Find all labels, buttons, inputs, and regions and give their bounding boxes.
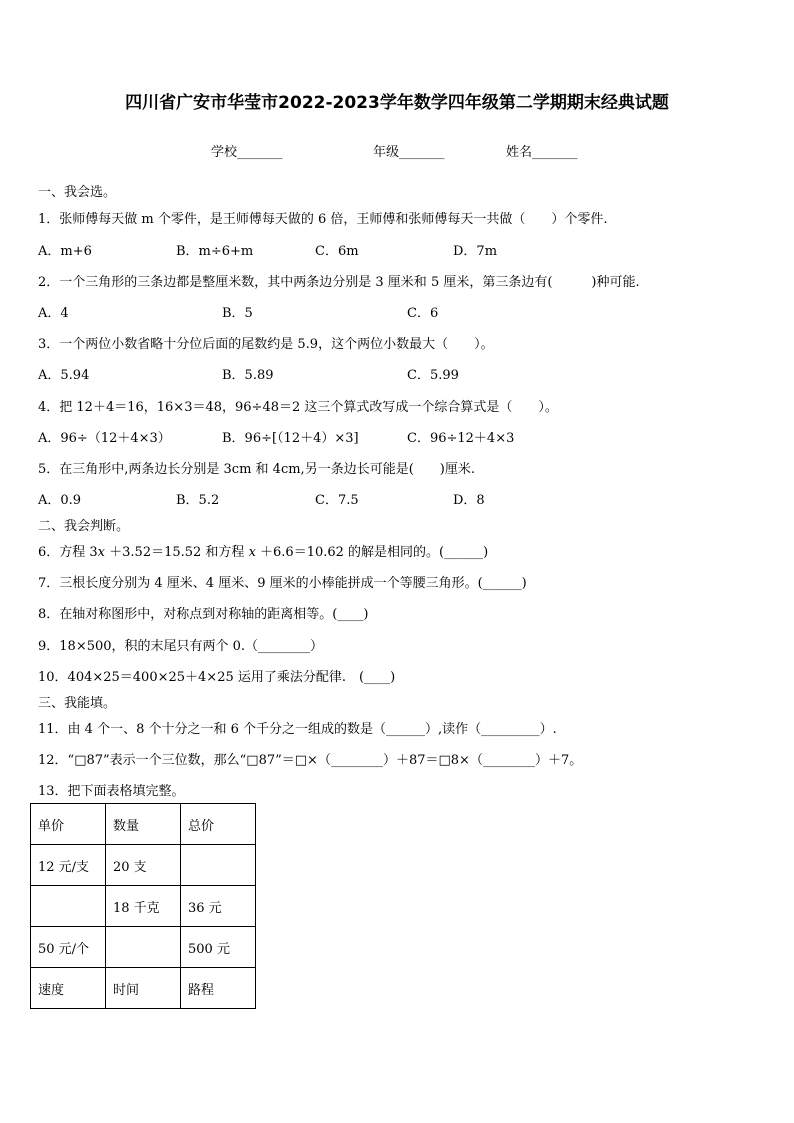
question-8: 8．在轴对称图形中，对称点到对称轴的距离相等。(____) [38, 607, 369, 622]
q2-option-b[interactable]: B．5 [222, 306, 253, 321]
table-cell: 单价 [31, 804, 106, 845]
section-heading-judge: 二、我会判断。 [38, 519, 130, 534]
section-heading-fill: 三、我能填。 [38, 696, 117, 711]
question-3: 3．一个两位小数省略十分位后面的尾数约是 5.9，这个两位小数最大（ ）。 [38, 337, 494, 352]
table-cell: 总价 [181, 804, 256, 845]
q5-option-b[interactable]: B．5.2 [176, 493, 220, 508]
q3-option-c[interactable]: C．5.99 [407, 368, 459, 383]
q1-option-d[interactable]: D．7m [453, 244, 498, 259]
table-cell: 500 元 [181, 927, 256, 968]
table-cell: 时间 [106, 968, 181, 1009]
table-cell: 路程 [181, 968, 256, 1009]
question-1: 1．张师傅每天做 m 个零件，是王师傅每天做的 6 倍，王师傅和张师傅每天一共做（ ）个零件. [38, 212, 608, 227]
q2-option-a[interactable]: A．4 [38, 306, 69, 321]
table-cell: 12 元/支 [31, 845, 106, 886]
table-row [31, 845, 256, 886]
q1-option-b[interactable]: B．m÷6+m [176, 244, 254, 259]
q5-option-c[interactable]: C．7.5 [315, 493, 359, 508]
table-row [31, 804, 256, 845]
q4-option-b[interactable]: B．96÷[（12＋4）×3] [222, 431, 359, 446]
q1-option-a[interactable]: A．m+6 [38, 244, 92, 259]
q4-option-a[interactable]: A．96÷（12＋4×3） [38, 431, 171, 446]
name-field[interactable]: 姓名_______ [506, 145, 578, 160]
table-cell-blank[interactable] [106, 927, 181, 968]
table-cell: 36 元 [181, 886, 256, 927]
question-12: 12．“□87”表示一个三位数，那么“□87”＝□×（________）＋87＝□8×（________）＋7。 [38, 753, 583, 768]
table-row [31, 968, 256, 1009]
table-row [31, 886, 256, 927]
q3-option-a[interactable]: A．5.94 [38, 368, 90, 383]
table-cell-blank[interactable] [31, 886, 106, 927]
q3-option-b[interactable]: B．5.89 [222, 368, 274, 383]
page-title: 四川省广安市华莹市2022-2023学年数学四年级第二学期期末经典试题 [125, 93, 669, 113]
question-10: 10．404×25＝400×25＋4×25 运用了乘法分配律. (____) [38, 670, 396, 685]
q5-option-d[interactable]: D．8 [453, 493, 485, 508]
table-cell: 数量 [106, 804, 181, 845]
q2-option-c[interactable]: C．6 [407, 306, 439, 321]
table-cell: 18 千克 [106, 886, 181, 927]
section-heading-choice: 一、我会选。 [38, 185, 117, 200]
q1-option-c[interactable]: C．6m [315, 244, 359, 259]
grade-field[interactable]: 年级_______ [373, 145, 445, 160]
q5-option-a[interactable]: A．0.9 [38, 493, 82, 508]
table-cell-blank[interactable] [181, 845, 256, 886]
price-table [30, 803, 256, 1009]
question-11: 11．由 4 个一、8 个十分之一和 6 个千分之一组成的数是（______）,读作（_________）. [38, 722, 557, 737]
question-2: 2．一个三角形的三条边都是整厘米数，其中两条边分别是 3 厘米和 5 厘米，第三条边有( )种可能. [38, 275, 640, 290]
table-cell: 速度 [31, 968, 106, 1009]
question-5: 5．在三角形中,两条边长分别是 3cm 和 4cm,另一条边长可能是( )厘米. [38, 462, 475, 477]
table-cell: 20 支 [106, 845, 181, 886]
table-cell: 50 元/个 [31, 927, 106, 968]
school-field[interactable]: 学校_______ [211, 145, 283, 160]
q4-option-c[interactable]: C．96÷12＋4×3 [407, 431, 515, 446]
question-13: 13．把下面表格填完整。 [38, 784, 185, 799]
table-row [31, 927, 256, 968]
question-6: 6．方程 3𝑥 ＋3.52＝15.52 和方程 𝑥 ＋6.6＝10.62 的解是相同的。(______) [38, 545, 489, 560]
question-7: 7．三根长度分别为 4 厘米、4 厘米、9 厘米的小棒能拼成一个等腰三角形。(______) [38, 576, 527, 591]
question-4: 4．把 12＋4＝16，16×3＝48，96÷48＝2 这三个算式改写成一个综合算式是（ ）。 [38, 400, 558, 415]
question-9: 9．18×500，积的末尾只有两个 0.（________） [38, 639, 324, 654]
